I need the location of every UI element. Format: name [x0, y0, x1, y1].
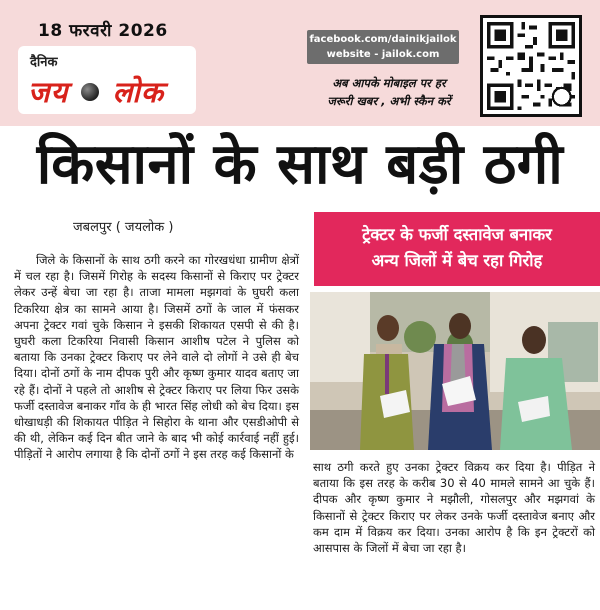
- logo-top-text: दैनिक: [30, 55, 58, 70]
- headline: किसानों के साथ बड़ी ठगी: [36, 132, 564, 197]
- website-link[interactable]: website - jailok.com: [326, 49, 440, 60]
- scan-tagline: [304, 74, 474, 110]
- tagline-line-2: जरूरी खबर , अभी स्कैन करें: [327, 94, 451, 108]
- globe-icon: [81, 83, 99, 101]
- photo-illustration: [310, 292, 600, 450]
- qr-code[interactable]: [480, 15, 582, 117]
- social-links-box: [307, 30, 459, 64]
- logo-right-text: लोक: [112, 75, 165, 109]
- subheadline-line-2: अन्य जिलों में बेच रहा गिरोह: [371, 251, 543, 270]
- logo-left-text: जय: [28, 75, 69, 109]
- article-column-left: [14, 252, 299, 463]
- newspaper-logo: [18, 46, 196, 114]
- logo-wordmark: [28, 72, 164, 111]
- article-body-right: साथ ठगी करते हुए उनका ट्रेक्टर विक्रय कर दिया है। पीड़ित ने बताया कि इस तरह के करीब 30 से 40 मामले सामने आ चुके हैं। दीपक और कृष्ण कुमार ने मझौली, गोसलपुर और मझगवां के किसानों से ट्रेक्टर किराए पर लेकर उनके फर्जी दस्तावेज बनाए और कम दाम में विक्रय कर दिया। उनका आरोप है कि इन ट्रेक्टरों को आसपास के जिलों में बेचा जा रहा है।: [313, 460, 595, 556]
- article-column-right: [313, 459, 595, 556]
- dateline: जबलपुर ( जयलोक ): [73, 220, 174, 235]
- tagline-line-1: अब आपके मोबाइल पर हर: [332, 76, 446, 90]
- issue-date: 18 फरवरी 2026: [38, 21, 168, 41]
- news-photo: [310, 292, 600, 450]
- subheadline-line-1: ट्रेक्टर के फर्जी दस्तावेज बनाकर: [362, 225, 552, 244]
- qr-code-graphic: [483, 18, 579, 114]
- article-body-left: जिले के किसानों के साथ ठगी करने का गोरखधंधा ग्रामीण क्षेत्रों में चल रहा है। जिसमें गिरोह के सदस्य किसानों से किराए पर ट्रेक्टर लेकर उन्हें बेचा जा रहा है। ताजा मामला मझगवां के घुघरी कला टिकरिया क्षेत्र का सामने आया है। जिसमें ठगों के जाल में फंसकर अपना ट्रेक्टर गवां चुके किसान ने इसकी शिकायत एसपी से की है। घुघरी कला टिकरिया निवासी किसान आशीष पटेल ने पुलिस को बताया कि उनका ट्रेक्टर किराए पर लेने वाले दो लोगों ने उसे ही बेच दिया। दोनों ठगों के नाम दीपक पुरी और कृष्ण कुमार यादव बताए जा रहे हैं। दोनों ने पहले तो आशीष से ट्रेक्टर किराए पर लिया फिर उसके फर्जी दस्तावेज बनाकर गाँव के ही भारत सिंह लोधी को बेच दिया। इस धोखाधड़ी की शिकायत पीड़ित ने सिहोरा के थाना और एसडीओपी से की थी, लेकिन कई दिन बीत जाने के बाद भी कोई कार्रवाई नहीं हुई। पीड़ितों ने आरोप लगाया है कि दोनों ठगों ने इस तरह कई किसानों के: [14, 253, 299, 462]
- subheadline-box: [314, 212, 600, 286]
- masthead: [0, 0, 600, 126]
- facebook-link[interactable]: facebook.com/dainikjailok: [309, 34, 457, 45]
